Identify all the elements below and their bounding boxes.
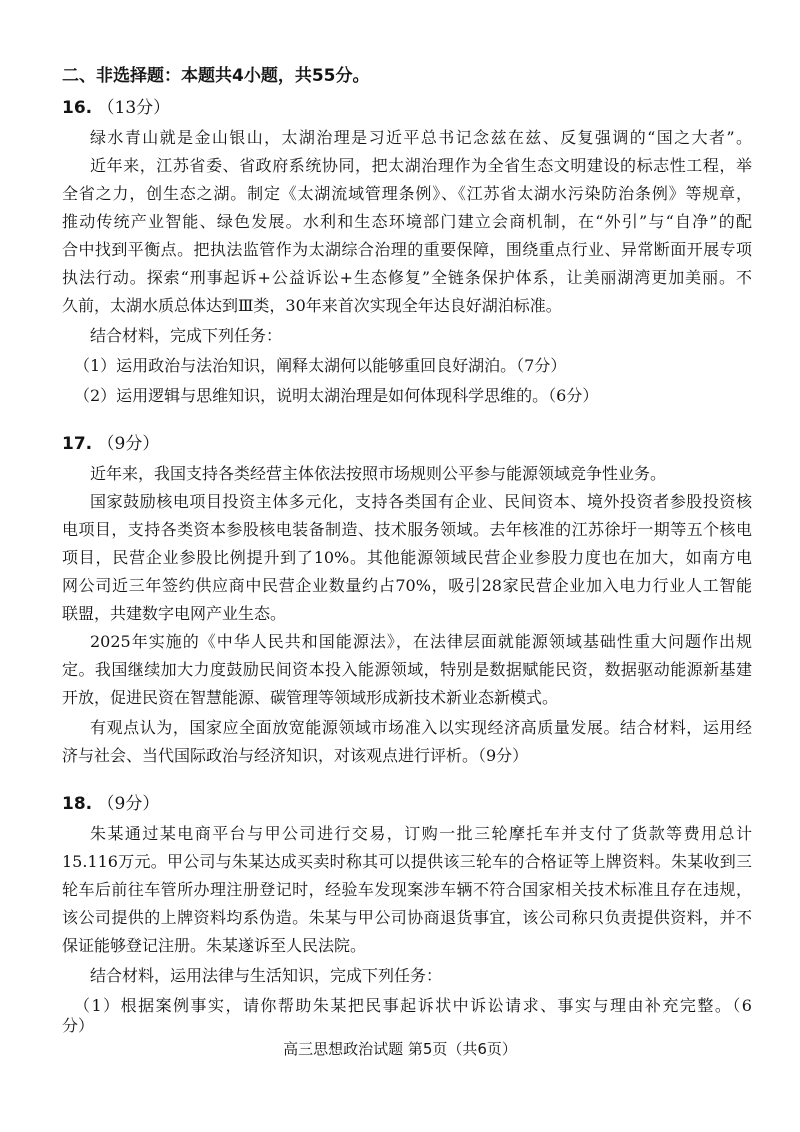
q18-line: 保证能够登记注册。朱某遂诉至人民法院。: [62, 936, 367, 955]
q18-task: （1）根据案例事实，请你帮助朱某把民事起诉状中诉讼请求、事实与理由补充完整。（6: [74, 996, 752, 1015]
q17-line: 联盟，共建数字电网产业生态。: [62, 604, 287, 623]
question-points: （13分）: [97, 98, 171, 118]
q17-line: 开放，促进民资在智慧能源、碳管理等领域形成新技术新业态新模式。: [62, 688, 559, 707]
q16-prompt: 结合材料，完成下列任务：: [90, 326, 283, 345]
q17-line: 济与社会、当代国际政治与经济知识，对该观点进行评析。（9分）: [62, 746, 529, 765]
question-number: 17.: [62, 434, 93, 454]
q17-line: 2025年实施的《中华人民共和国能源法》，在法律层面就能源领域基础性重大问题作出规: [90, 632, 752, 651]
q17-line: 电项目，支持各类资本参股核电装备制造、技术服务领域。去年核准的江苏徐圩一期等五个核电: [62, 520, 752, 539]
q18-task-continued: 分）: [62, 1016, 95, 1035]
q16-task: （2）运用逻辑与思维知识，说明太湖治理是如何体现科学思维的。（6分）: [74, 386, 599, 405]
q16-line: 执法行动。探索“刑事起诉+公益诉讼+生态修复”全链条保护体系，让美丽湖湾更加美丽。不: [62, 268, 752, 287]
section-heading: 二、非选择题：本题共4小题，共55分。: [62, 66, 370, 86]
q17-line: 国家鼓励核电项目投资主体多元化，支持各类国有企业、民间资本、境外投资者参股投资核: [90, 492, 752, 511]
q16-line: 合中找到平衡点。把执法监管作为太湖综合治理的重要保障，围绕重点行业、异常断面开展专项: [62, 240, 752, 259]
question-points: （9分）: [97, 434, 160, 454]
q17-line: 定。我国继续加大力度鼓励民间资本投入能源领域，特别是数据赋能民资，数据驱动能源新基建: [62, 660, 752, 679]
question-points: （9分）: [97, 794, 160, 814]
q16-line: 推动传统产业智能、绿色发展。水利和生态环境部门建立会商机制，在“外引”与“自净”的配: [62, 212, 752, 231]
q16-line: 绿水青山就是金山银山，太湖治理是习近平总书记念兹在兹、反复强调的“国之大者”。: [90, 128, 752, 147]
q16-task: （1）运用政治与法治知识，阐释太湖何以能够重回良好湖泊。（7分）: [74, 356, 567, 375]
q18-line: 轮车后前往车管所办理注册登记时，经验车发现案涉车辆不符合国家相关技术标准且存在违规，: [62, 880, 752, 899]
q18-prompt: 结合材料，运用法律与生活知识，完成下列任务：: [90, 966, 443, 985]
page-footer: 高三思想政治试题 第5页（共6页）: [283, 1040, 517, 1058]
question-number: 18.: [62, 794, 93, 814]
q16-line: 全省之力，创生态之湖。制定《太湖流域管理条例》、《江苏省太湖水污染防治条例》等规章，: [62, 184, 752, 203]
question-17-header: [62, 430, 159, 458]
question-18-header: [62, 790, 159, 818]
q17-line: 网公司近三年签约供应商中民营企业数量约占70%，吸引28家民营企业加入电力行业人工智能: [62, 576, 752, 595]
q17-line: 项目，民营企业参股比例提升到了10%。其他能源领域民营企业参股力度也在加大，如南方电: [62, 548, 752, 567]
q17-line: 有观点认为，国家应全面放宽能源领域市场准入以实现经济高质量发展。结合材料，运用经: [90, 718, 752, 737]
question-16-header: [62, 94, 170, 122]
q18-line: 该公司提供的上牌资料均系伪造。朱某与甲公司协商退货事宜，该公司称只负责提供资料，并不: [62, 908, 752, 927]
q16-line: 久前，太湖水质总体达到Ⅲ类，30年来首次实现全年达良好湖泊标准。: [62, 296, 562, 315]
q16-line: 近年来，江苏省委、省政府系统协同，把太湖治理作为全省生态文明建设的标志性工程，举: [90, 156, 752, 175]
q17-line: 近年来，我国支持各类经营主体依法按照市场规则公平参与能源领域竞争性业务。: [90, 464, 667, 483]
q18-line: 朱某通过某电商平台与甲公司进行交易，订购一批三轮摩托车并支付了货款等费用总计: [90, 824, 752, 843]
q18-line: 15.116万元。甲公司与朱某达成买卖时称其可以提供该三轮车的合格证等上牌资料。朱某收到三: [62, 852, 752, 871]
question-number: 16.: [62, 98, 93, 118]
